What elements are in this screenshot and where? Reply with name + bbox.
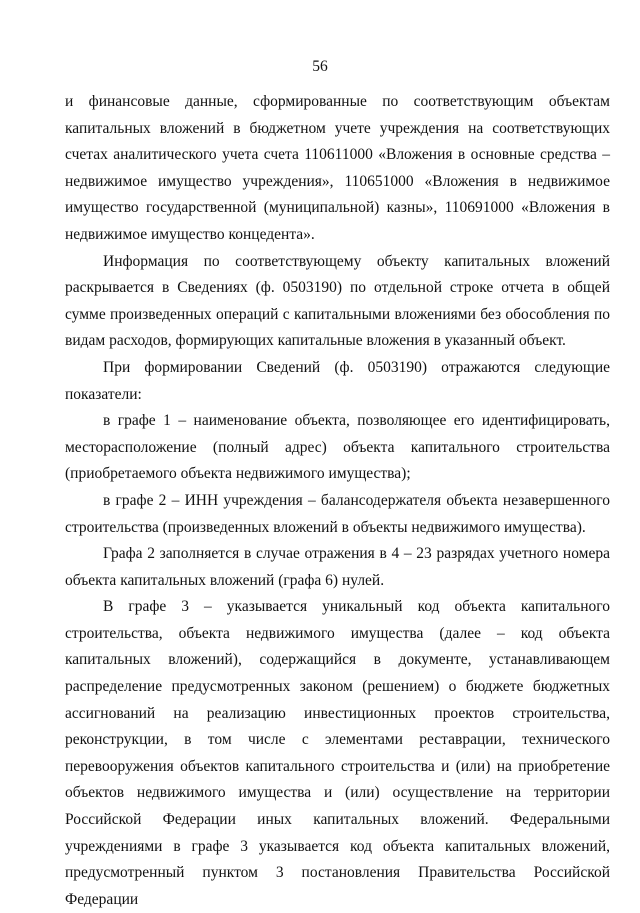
paragraph-column-2-fill: Графа 2 заполняется в случае отражения в 4 – 23 разрядах учетного номера объекта капитальных вложений (графа 6) нулей. — [65, 545, 610, 589]
document-body — [65, 89, 610, 913]
paragraph-column-3: В графе 3 – указывается уникальный код объекта капитального строительства, объекта недвижимого имущества (далее – код объекта капитальных вложений), содержащийся в документе, устанавливающем распределение предусмотренных законом (решением) о бюджете бюджетных ассигнований на реализацию инвестиционных проектов строительства, реконструкции, в том числе с элементами реставрации, технического перевооружения объектов капитального строительства и (или) на приобретение объектов недвижимого имущества и (или) осуществление на территории Российской Федерации иных капитальных вложений. Федеральными учреждениями в графе 3 указывается код объекта капитальных вложений, предусмотренный пунктом 3 постановления Правительства Российской Федерации — [65, 598, 610, 908]
paragraph-continuation: и финансовые данные, сформированные по соответствующим объектам капитальных вложений в бюджетном учете учреждения на соответствующих счетах аналитического учета счета 110611000 «Вложения в основные средства – недвижимое имущество учреждения», 110651000 «Вложения в недвижимое имущество государственной (муниципальной) казны», 110691000 «Вложения в недвижимое имущество концедента». — [65, 93, 610, 243]
paragraph-column-2: в графе 2 – ИНН учреждения – балансодержателя объекта незавершенного строительства (произведенных вложений в объекты недвижимого имущества). — [65, 491, 610, 536]
page-number: 56 — [312, 58, 328, 75]
paragraph-column-1: в графе 1 – наименование объекта, позволяющее его идентифицировать, месторасположение (полный адрес) объекта капитального строительства (приобретаемого объекта недвижимого имущества); — [65, 412, 610, 483]
paragraph-information: Информация по соответствующему объекту капитальных вложений раскрывается в Сведениях (ф. 0503190) по отдельной строке отчета в общей сумме произведенных операций с капитальными вложениями без обособления по видам расходов, формирующих капитальные вложения в указанный объект. — [65, 252, 610, 350]
paragraph-indicators-intro: При формировании Сведений (ф. 0503190) отражаются следующие показатели: — [65, 358, 610, 403]
